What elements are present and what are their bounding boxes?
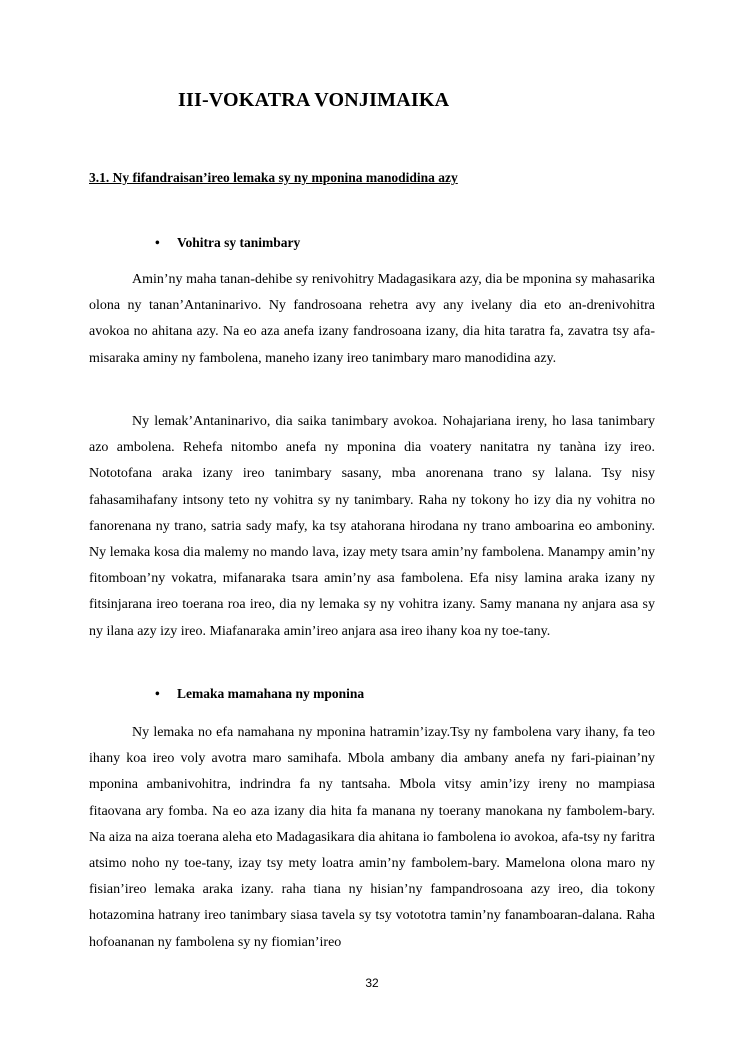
paragraph-3: Ny lemaka no efa namahana ny mponina hatramin’izay.Tsy ny fambolena vary ihany, fa teo ihany koa ireo voly avotra maro samihafa. Mbola ambany dia ambany anefa ny fari-piainan’ny mponina ambanivohitra, indrindra fa ny tantsaha. Mbola vitsy amin’izy ireny no mampiasa fitaovana ary fomba. Na eo aza izany dia hita fa manana ny toerany manokana ny fambolem-bary. Na aiza na aiza toerana aleha eto Madagasikara dia ahitana io fambolena io avokoa, afa-tsy ny faritra atsimo noho ny toe-tany, izay tsy mety loatra amin’ny fambolem-bary. Mamelona olona maro ny fisian’ireo lemaka araka izany. raha tiana ny hisian’ny fampandrosoana azy ireo, dia tokony hotazomina hatrany ireo tanimbary siasa tavela sy tsy votototra tamin’ny fanamboaran-dalana. Raha hofoananan ny fambolena sy ny fiomian’ireo	[89, 725, 655, 950]
section-title: 3.1. Ny fifandraisan’ireo lemaka sy ny mponina manodidina azy	[89, 170, 458, 185]
page-number: 32	[365, 976, 379, 990]
paragraph-1: Amin’ny maha tanan-dehibe sy renivohitry Madagasikara azy, dia be mponina sy mahasarika olona ny tanan’Antaninarivo. Ny fandrosoana rehetra avy any ivelany dia eto an-drenivohitra avokoa no ahitana azy. Na eo aza anefa izany fandrosoana izany, dia hita taratra fa, zavatra tsy afa-misaraka aminy ny fambolena, maneho izany ireo tanimbary maro manodidina azy.	[89, 272, 655, 366]
bullet-icon: •	[155, 235, 160, 250]
bullet-heading-text: Lemaka mamahana ny mponina	[177, 686, 365, 701]
bullet-heading-lemaka	[155, 686, 364, 702]
bullet-heading-vohitra	[155, 235, 300, 251]
chapter-title: III-VOKATRA VONJIMAIKA	[178, 89, 450, 111]
bullet-icon: •	[155, 686, 160, 701]
bullet-heading-text: Vohitra sy tanimbary	[177, 235, 301, 250]
paragraph-2: Ny lemak’Antaninarivo, dia saika tanimbary avokoa. Nohajariana ireny, ho lasa tanimbary azo ambolena. Rehefa nitombo anefa ny mponina dia voatery nanitatra ny tanàna izy ireo. Nototofana araka izany ireo tanimbary sasany, mba anorenana trano sy lalana. Tsy nisy fahasamihafany intsony teto ny vohitra sy ny tanimbary. Raha ny tokony ho izy dia ny vohitra no fanorenana ny trano, satria sady mafy, ka tsy atahorana hirodana ny trano amboarina eo amboniny. Ny lemaka kosa dia malemy no mando lava, izay mety tsara amin’ny fambolena. Manampy amin’ny fitomboan’ny vokatra, mifanaraka tsara amin’ny asa fambolena. Efa nisy lamina araka izany ny fitsinjarana ireo toerana roa ireo, dia ny lemaka sy ny vohitra izany. Samy manana ny anjara asa sy ny ilana azy izy ireo. Miafanaraka amin’ireo anjara asa ireo ihany koa ny toe-tany.	[89, 414, 655, 639]
